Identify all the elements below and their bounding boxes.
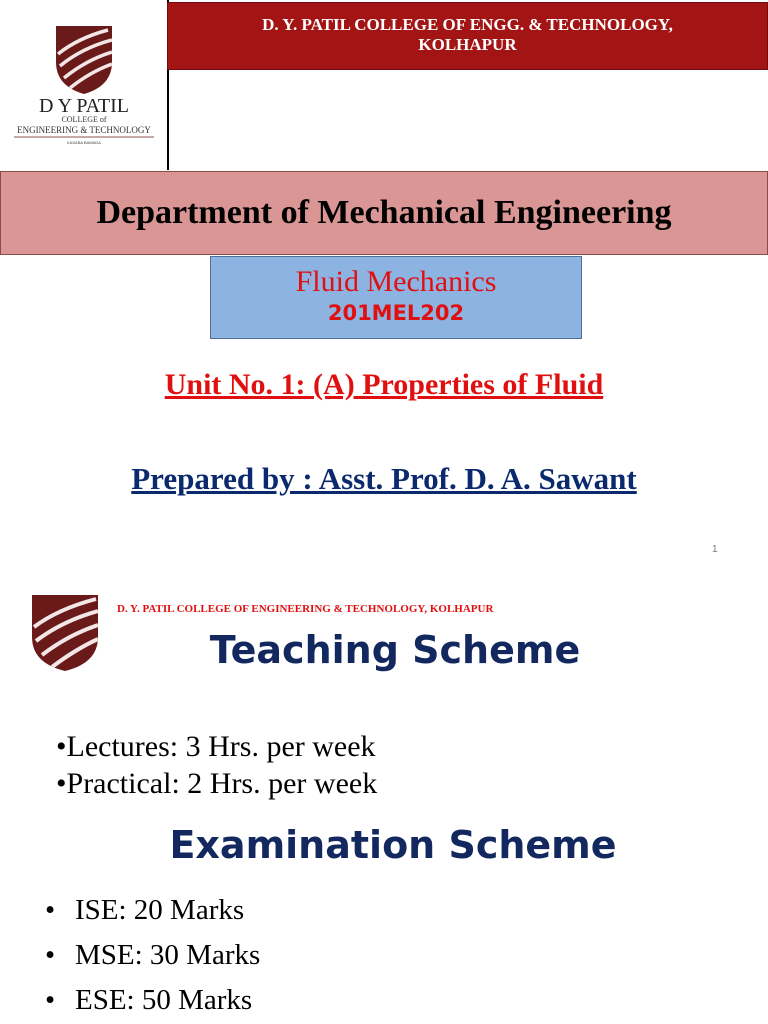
department-box	[0, 171, 768, 255]
course-box	[210, 256, 582, 339]
course-code: 201MEL202	[327, 301, 465, 325]
teaching-scheme-list	[56, 728, 377, 802]
svg-text:COLLEGE of: COLLEGE of	[61, 115, 107, 124]
exam-item-text: MSE: 30 Marks	[75, 939, 261, 971]
department-title: Department of Mechanical Engineering	[96, 194, 672, 231]
college-header: D. Y. PATIL COLLEGE OF ENGINEERING & TECHNOLOGY, KOLHAPUR	[117, 603, 494, 615]
bullet: •	[45, 984, 56, 1016]
list-item: •Lectures: 3 Hrs. per week	[56, 730, 376, 763]
examination-scheme-heading: Examination Scheme	[169, 823, 617, 867]
svg-text:KASABA BAWADA: KASABA BAWADA	[67, 140, 101, 145]
prepared-by: Prepared by : Asst. Prof. D. A. Sawant	[131, 461, 637, 496]
college-name-line2: KOLHAPUR	[418, 35, 517, 54]
list-item: •Practical: 2 Hrs. per week	[56, 767, 378, 800]
bullet: •	[45, 894, 56, 926]
college-name-line1: D. Y. PATIL COLLEGE OF ENGG. & TECHNOLOGY,	[262, 15, 673, 34]
exam-item-text: ESE: 50 Marks	[75, 984, 253, 1016]
list-item	[45, 939, 260, 972]
exam-item-text: ISE: 20 Marks	[75, 894, 245, 926]
college-name-banner	[167, 2, 768, 70]
list-item	[45, 984, 252, 1017]
bullet: •	[45, 939, 56, 971]
course-name: Fluid Mechanics	[295, 265, 497, 298]
dy-patil-shield-logo-icon	[8, 24, 160, 154]
list-item	[45, 894, 244, 927]
teaching-scheme-heading: Teaching Scheme	[209, 628, 581, 672]
college-logo	[8, 24, 160, 154]
svg-text:D Y PATIL: D Y PATIL	[38, 95, 130, 117]
page-number: 1	[712, 544, 718, 555]
unit-title: Unit No. 1: (A) Properties of Fluid	[164, 368, 604, 401]
svg-text:ENGINEERING & TECHNOLOGY: ENGINEERING & TECHNOLOGY	[17, 125, 151, 135]
